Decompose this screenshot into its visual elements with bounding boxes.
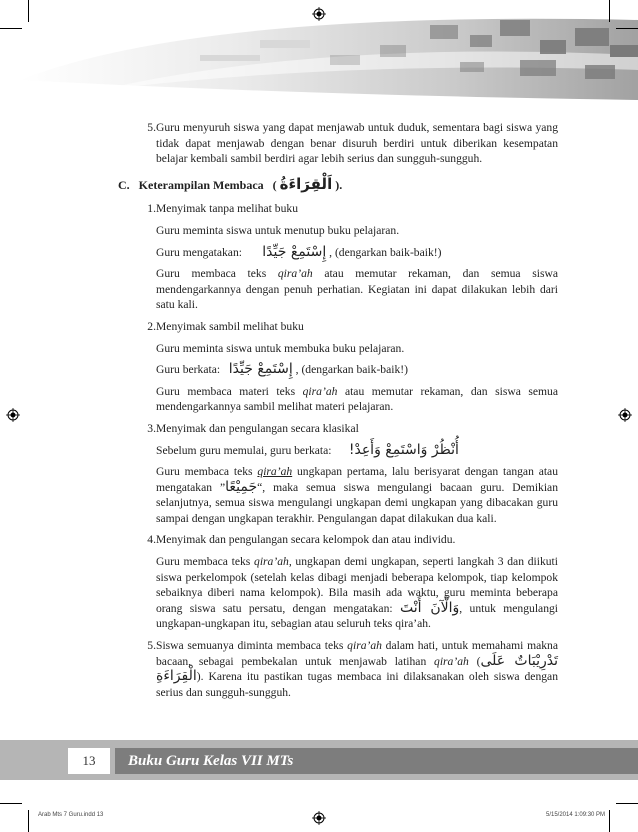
arabic-phrase: وَالْآنَ أَنْتَ bbox=[399, 599, 460, 616]
paren-open: ( bbox=[272, 177, 277, 192]
registration-mark-icon bbox=[618, 408, 632, 422]
registration-mark-icon bbox=[6, 408, 20, 422]
crop-mark bbox=[0, 803, 22, 804]
paragraph: Guru meminta siswa untuk membuka buku pelajaran. bbox=[156, 341, 405, 355]
item-number: 5. bbox=[147, 639, 156, 653]
section-label: C. bbox=[118, 177, 130, 192]
crop-mark bbox=[609, 0, 610, 22]
book-title: Buku Guru Kelas VII MTs bbox=[128, 753, 294, 769]
list-item bbox=[118, 319, 558, 415]
page-footer bbox=[0, 740, 638, 780]
section-heading bbox=[118, 174, 558, 194]
item-heading: Menyimak sambil melihat buku bbox=[156, 319, 304, 333]
page-number-box bbox=[68, 748, 110, 774]
crop-mark bbox=[616, 803, 638, 804]
crop-mark bbox=[609, 810, 610, 832]
paragraph: Guru membaca teks qira’ah ungkapan pertama, lalu berisyarat dengan tangan atau mengatakan ”جَمِيْعًا“, maka semua siswa mengulangi bacaan guru. Demikian selanjutnya, semua siswa mengulangi ungkapan demi ungkapan yang dibacakan guru sampai dengan ungkapan terakhir. Pengulangan dapat dilakukan dua kali. bbox=[156, 465, 559, 525]
crop-mark bbox=[0, 28, 22, 29]
registration-mark-icon bbox=[312, 7, 326, 21]
arabic-phrase: إِسْتَمِعْ جَيِّدًا bbox=[228, 361, 293, 378]
paragraph: Guru berkata: إِسْتَمِعْ جَيِّدًا , (dengarkan baik-baik!) bbox=[156, 361, 408, 378]
page-content bbox=[118, 120, 558, 706]
section-arabic: اَلْقِرَاءَةُ bbox=[279, 174, 333, 193]
arabic-phrase: إِسْتَمِعْ جَيِّدًا bbox=[262, 243, 327, 260]
slug-right: 5/15/2014 1:09:30 PM bbox=[546, 812, 606, 818]
list-item bbox=[118, 638, 558, 700]
arabic-phrase: تَدْرِيْبَاتٌ عَلَى الْقِرَاءَةِ bbox=[156, 652, 558, 685]
crop-mark bbox=[28, 810, 29, 832]
paragraph: Guru meminta siswa untuk menutup buku pelajaran. bbox=[156, 223, 400, 237]
list-item bbox=[118, 532, 558, 632]
paragraph: Guru mengatakan: إِسْتَمِعْ جَيِّدًا , (dengarkan baik-baik!) bbox=[156, 243, 442, 260]
item-number: 2. bbox=[147, 319, 156, 333]
paragraph: Siswa semuanya diminta membaca teks qira’ah dalam hati, untuk memahami makna bacaan, sebagai pembekalan untuk menjawab latihan qira’ah (تَدْرِيْبَاتٌ عَلَى الْقِرَاءَةِ). Karena itu pastikan tugas membaca ini dilaksanakan oleh siswa dengan serius dan sungguh-sungguh. bbox=[156, 639, 558, 699]
item-number: 5. bbox=[147, 121, 156, 134]
paragraph: Guru membaca teks qira’ah, ungkapan demi ungkapan, seperti langkah 3 dan diikuti siswa perkelompok (setelah kelas dibagi menjadi beberapa kelompok, tiap kelompok sebaiknya diberi nama kelompok). Bila masih ada waktu, guru meminta beberapa orang siswa satu persatu, dengan mengatakan: وَالْآنَ أَنْتَ, untuk mengulangi ungkapan-ungkapan itu, sebagian atau seluruh teks qira’ah. bbox=[156, 555, 559, 631]
arabic-phrase: جَمِيْعًا bbox=[225, 478, 258, 495]
item-heading: Menyimak tanpa melihat buku bbox=[156, 202, 298, 216]
item-text: Guru menyuruh siswa yang dapat menjawab untuk duduk, sementara bagi siswa yang tidak dapat menjawab dengan benar disuruh berdiri untuk diberikan kesempatan belajar kembali sambil berdiri agar lebih serius dan sungguh-sungguh. bbox=[156, 121, 558, 166]
list-item bbox=[118, 120, 558, 167]
crop-mark bbox=[28, 0, 29, 22]
paren-close: ). bbox=[335, 177, 343, 192]
page-number: 13 bbox=[82, 753, 96, 768]
slug-left: Arab Mts 7 Guru.indd 13 bbox=[38, 812, 104, 818]
item-number: 3. bbox=[147, 421, 156, 435]
list-item bbox=[118, 421, 558, 527]
paragraph: Guru membaca teks qira’ah atau memutar rekaman, dan semua siswa mendengarkannya dengan penuh perhatian. Kegiatan ini dapat dilakukan lebih dari satu kali. bbox=[156, 267, 558, 312]
paragraph: Sebelum guru memulai, guru berkata: أُنْظُرْ وَاسْتَمِعْ وَأَعِدْ! bbox=[156, 441, 459, 458]
registration-mark-icon bbox=[312, 811, 326, 825]
crop-mark bbox=[616, 28, 638, 29]
item-number: 1. bbox=[147, 202, 156, 216]
list-item bbox=[118, 201, 558, 313]
arabic-phrase: أُنْظُرْ وَاسْتَمِعْ وَأَعِدْ! bbox=[348, 441, 459, 458]
item-number: 4. bbox=[147, 533, 156, 547]
item-heading: Menyimak dan pengulangan secara kelompok dan atau individu. bbox=[156, 533, 456, 547]
item-heading: Menyimak dan pengulangan secara klasikal bbox=[156, 421, 359, 435]
paragraph: Guru membaca materi teks qira’ah atau memutar rekaman, dan siswa semua mendengarkannya sambil melihat materi pelajaran. bbox=[156, 384, 558, 414]
section-title: Keterampilan Membaca bbox=[138, 177, 264, 192]
